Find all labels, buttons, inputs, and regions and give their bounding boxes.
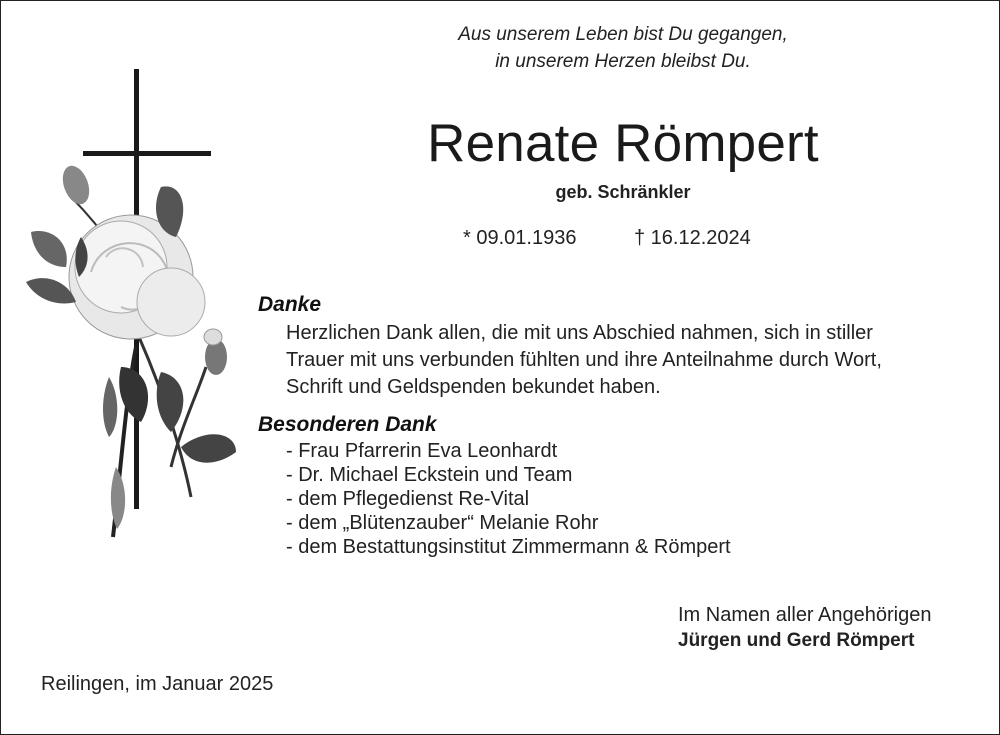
thanks-line: Herzlichen Dank allen, die mit uns Abschied nahmen, sich in stiller — [286, 322, 873, 344]
birth-date: * 09.01.1936 — [463, 227, 577, 249]
motto-line-1: Aus unserem Leben bist Du gegangen, — [458, 24, 788, 45]
cross-rose-drawing — [21, 67, 251, 551]
life-dates — [463, 227, 751, 250]
place-date: Reilingen, im Januar 2025 — [41, 673, 274, 695]
list-item: - Frau Pfarrerin Eva Leonhardt — [286, 440, 558, 462]
signoff — [678, 602, 931, 654]
thanks-heading: Danke — [258, 293, 322, 316]
list-item: - dem Pflegedienst Re-Vital — [286, 488, 530, 510]
special-thanks-list — [286, 439, 731, 559]
list-item: - Dr. Michael Eckstein und Team — [286, 464, 573, 486]
cross-with-rose-icon — [21, 67, 251, 551]
signoff-names: Jürgen und Gerd Römpert — [678, 630, 915, 651]
maiden-name: geb. Schränkler — [555, 182, 691, 202]
thanks-text — [286, 320, 986, 401]
death-date: † 16.12.2024 — [634, 227, 751, 249]
list-item: - dem „Blütenzauber“ Melanie Rohr — [286, 512, 599, 534]
special-thanks-heading: Besonderen Dank — [258, 413, 437, 436]
memorial-motto — [381, 21, 865, 75]
thanks-line: Schrift und Geldspenden bekundet haben. — [286, 376, 661, 398]
list-item: - dem Bestattungsinstitut Zimmermann & Römpert — [286, 536, 731, 558]
signoff-line: Im Namen aller Angehörigen — [678, 604, 932, 626]
thanks-line: Trauer mit uns verbunden fühlten und ihre Anteilnahme durch Wort, — [286, 349, 882, 371]
motto-line-2: in unserem Herzen bleibst Du. — [495, 51, 751, 72]
deceased-name: Renate Römpert — [427, 114, 819, 173]
